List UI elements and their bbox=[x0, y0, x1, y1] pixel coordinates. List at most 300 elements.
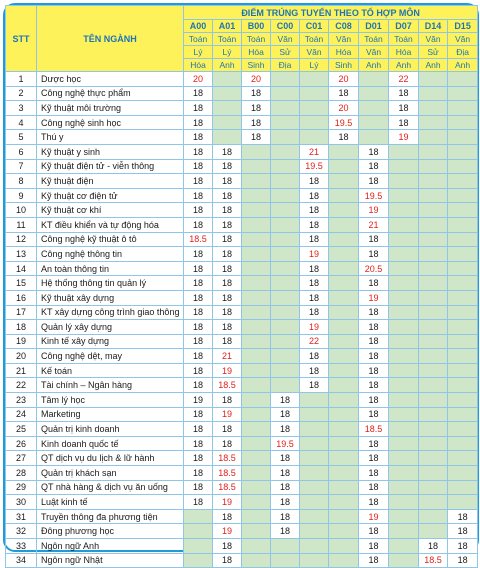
score-cell bbox=[242, 509, 271, 524]
score-cell bbox=[419, 188, 448, 203]
score-cell: 19 bbox=[300, 320, 329, 335]
score-cell: 18 bbox=[184, 451, 213, 466]
score-cell bbox=[300, 407, 329, 422]
row-number: 28 bbox=[6, 466, 37, 481]
score-cell bbox=[213, 72, 242, 87]
score-cell bbox=[389, 232, 419, 247]
score-cell: 18 bbox=[300, 290, 329, 305]
table-row bbox=[6, 393, 478, 408]
score-cell: 18 bbox=[271, 393, 300, 408]
score-cell: 18 bbox=[389, 101, 419, 116]
table-row bbox=[6, 495, 478, 510]
combo-code-c01: C01 bbox=[300, 20, 329, 33]
score-cell bbox=[419, 144, 448, 159]
score-cell: 18 bbox=[359, 393, 389, 408]
score-cell: 18 bbox=[184, 407, 213, 422]
score-cell bbox=[389, 553, 419, 568]
row-number: 26 bbox=[6, 436, 37, 451]
combo-code-c00: C00 bbox=[271, 20, 300, 33]
score-cell: 18 bbox=[389, 86, 419, 101]
score-cell bbox=[448, 393, 478, 408]
score-cell bbox=[359, 130, 389, 145]
score-cell: 18 bbox=[359, 276, 389, 291]
score-cell: 18 bbox=[184, 86, 213, 101]
combo-subject-1: Toán bbox=[389, 33, 419, 46]
score-cell: 18 bbox=[184, 130, 213, 145]
score-cell: 18 bbox=[184, 115, 213, 130]
score-cell: 18 bbox=[448, 539, 478, 554]
score-cell: 18 bbox=[359, 247, 389, 262]
row-number: 30 bbox=[6, 495, 37, 510]
score-cell bbox=[448, 305, 478, 320]
major-name: An toàn thông tin bbox=[37, 261, 184, 276]
score-cell: 18 bbox=[300, 261, 329, 276]
score-cell: 22 bbox=[300, 334, 329, 349]
score-cell: 18 bbox=[184, 436, 213, 451]
score-cell bbox=[448, 495, 478, 510]
score-cell: 18 bbox=[242, 130, 271, 145]
table-row bbox=[6, 290, 478, 305]
score-cell bbox=[419, 495, 448, 510]
score-cell bbox=[271, 101, 300, 116]
score-cell bbox=[389, 524, 419, 539]
score-cell: 19.5 bbox=[329, 115, 359, 130]
score-cell: 18 bbox=[359, 539, 389, 554]
table-row bbox=[6, 480, 478, 495]
score-cell: 18 bbox=[300, 232, 329, 247]
score-cell: 18 bbox=[213, 305, 242, 320]
score-cell bbox=[300, 436, 329, 451]
score-cell bbox=[419, 363, 448, 378]
score-cell: 18 bbox=[184, 290, 213, 305]
score-cell bbox=[242, 393, 271, 408]
major-name: Kỹ thuật cơ điện tử bbox=[37, 188, 184, 203]
row-number: 19 bbox=[6, 334, 37, 349]
score-cell bbox=[300, 451, 329, 466]
score-cell: 18 bbox=[359, 232, 389, 247]
score-cell: 19 bbox=[213, 495, 242, 510]
score-cell bbox=[329, 480, 359, 495]
table-row bbox=[6, 217, 478, 232]
score-cell: 18 bbox=[419, 539, 448, 554]
score-cell: 20 bbox=[329, 72, 359, 87]
row-number: 20 bbox=[6, 349, 37, 364]
score-cell: 18 bbox=[213, 276, 242, 291]
score-cell bbox=[419, 101, 448, 116]
row-number: 5 bbox=[6, 130, 37, 145]
score-cell bbox=[419, 320, 448, 335]
score-cell: 18 bbox=[213, 159, 242, 174]
score-cell bbox=[329, 320, 359, 335]
combo-subject-2: Lý bbox=[213, 46, 242, 59]
score-cell bbox=[419, 305, 448, 320]
score-cell: 18.5 bbox=[213, 466, 242, 481]
score-cell bbox=[242, 276, 271, 291]
score-cell bbox=[359, 101, 389, 116]
major-name: Quản lý xây dựng bbox=[37, 320, 184, 335]
score-cell: 18 bbox=[213, 232, 242, 247]
score-cell bbox=[419, 422, 448, 437]
score-cell bbox=[329, 451, 359, 466]
score-cell bbox=[448, 480, 478, 495]
score-cell: 18 bbox=[359, 144, 389, 159]
score-cell bbox=[242, 495, 271, 510]
row-number: 8 bbox=[6, 174, 37, 189]
score-cell bbox=[448, 144, 478, 159]
combo-subject-3: Anh bbox=[213, 59, 242, 72]
score-cell bbox=[389, 422, 419, 437]
combo-code-d07: D07 bbox=[389, 20, 419, 33]
major-name: Công nghệ thông tin bbox=[37, 247, 184, 262]
score-cell bbox=[242, 466, 271, 481]
table-row bbox=[6, 86, 478, 101]
table-row bbox=[6, 436, 478, 451]
score-cell bbox=[419, 115, 448, 130]
combo-subject-3: Hóa bbox=[184, 59, 213, 72]
score-cell: 18 bbox=[213, 174, 242, 189]
score-cell bbox=[389, 188, 419, 203]
score-cell bbox=[389, 495, 419, 510]
score-cell: 18 bbox=[184, 363, 213, 378]
major-name: KT xây dựng công trình giao thông bbox=[37, 305, 184, 320]
score-cell: 18 bbox=[184, 320, 213, 335]
score-cell: 18 bbox=[184, 466, 213, 481]
score-cell: 18 bbox=[213, 247, 242, 262]
score-cell bbox=[389, 159, 419, 174]
score-cell: 19 bbox=[300, 247, 329, 262]
combo-subject-2: Văn bbox=[300, 46, 329, 59]
score-cell bbox=[389, 144, 419, 159]
combo-code-b00: B00 bbox=[242, 20, 271, 33]
score-cell: 21 bbox=[300, 144, 329, 159]
score-cell: 18 bbox=[389, 115, 419, 130]
score-cell bbox=[389, 363, 419, 378]
score-cell bbox=[448, 174, 478, 189]
row-number: 22 bbox=[6, 378, 37, 393]
table-row bbox=[6, 524, 478, 539]
score-cell: 18 bbox=[359, 363, 389, 378]
row-number: 21 bbox=[6, 363, 37, 378]
combo-subject-3: Lý bbox=[300, 59, 329, 72]
score-cell bbox=[329, 539, 359, 554]
major-name: Công nghệ sinh học bbox=[37, 115, 184, 130]
row-number: 25 bbox=[6, 422, 37, 437]
table-row bbox=[6, 188, 478, 203]
score-cell bbox=[329, 305, 359, 320]
score-cell: 18 bbox=[184, 217, 213, 232]
score-cell bbox=[448, 217, 478, 232]
combo-subject-1: Văn bbox=[419, 33, 448, 46]
score-cell bbox=[419, 159, 448, 174]
score-cell: 19 bbox=[359, 509, 389, 524]
score-cell: 19 bbox=[359, 290, 389, 305]
score-cell: 18 bbox=[271, 480, 300, 495]
score-cell: 18 bbox=[213, 422, 242, 437]
score-cell bbox=[389, 276, 419, 291]
combo-subject-2: Sử bbox=[271, 46, 300, 59]
score-cell bbox=[448, 232, 478, 247]
combo-code-d15: D15 bbox=[448, 20, 478, 33]
score-cell bbox=[300, 480, 329, 495]
major-name: Ngôn ngữ Anh bbox=[37, 539, 184, 554]
score-cell bbox=[271, 261, 300, 276]
score-cell bbox=[419, 86, 448, 101]
score-cell bbox=[419, 393, 448, 408]
table-row bbox=[6, 101, 478, 116]
score-cell bbox=[213, 86, 242, 101]
score-cell: 19 bbox=[213, 407, 242, 422]
score-cell: 18 bbox=[271, 509, 300, 524]
table-row bbox=[6, 144, 478, 159]
combo-subject-3: Anh bbox=[419, 59, 448, 72]
score-cell bbox=[271, 188, 300, 203]
table-body bbox=[6, 72, 478, 568]
row-number: 18 bbox=[6, 320, 37, 335]
score-cell bbox=[389, 378, 419, 393]
score-cell bbox=[419, 203, 448, 218]
score-cell: 20 bbox=[329, 101, 359, 116]
score-cell bbox=[271, 174, 300, 189]
score-cell bbox=[448, 101, 478, 116]
score-cell: 19.5 bbox=[300, 159, 329, 174]
row-number: 31 bbox=[6, 509, 37, 524]
score-cell: 18 bbox=[213, 188, 242, 203]
combo-subject-2: Địa bbox=[448, 46, 478, 59]
major-name: Ngôn ngữ Nhật bbox=[37, 553, 184, 568]
score-cell: 19 bbox=[389, 130, 419, 145]
major-name: Công nghệ kỹ thuật ô tô bbox=[37, 232, 184, 247]
row-number: 24 bbox=[6, 407, 37, 422]
major-name: Quản trị kinh doanh bbox=[37, 422, 184, 437]
score-cell bbox=[448, 290, 478, 305]
score-cell bbox=[329, 422, 359, 437]
score-cell bbox=[448, 276, 478, 291]
score-cell bbox=[389, 334, 419, 349]
combo-subject-1: Toán bbox=[184, 33, 213, 46]
score-cell bbox=[300, 524, 329, 539]
row-number: 33 bbox=[6, 539, 37, 554]
score-cell: 18 bbox=[359, 524, 389, 539]
score-cell: 18 bbox=[242, 115, 271, 130]
score-cell: 18 bbox=[184, 101, 213, 116]
table-row bbox=[6, 466, 478, 481]
score-cell bbox=[213, 130, 242, 145]
score-cell: 18 bbox=[184, 188, 213, 203]
score-cell: 18 bbox=[359, 480, 389, 495]
table-row bbox=[6, 363, 478, 378]
score-cell bbox=[271, 247, 300, 262]
score-cell: 18 bbox=[213, 539, 242, 554]
score-cell: 18 bbox=[213, 553, 242, 568]
table-row bbox=[6, 422, 478, 437]
major-name: Công nghệ dệt, may bbox=[37, 349, 184, 364]
score-cell bbox=[271, 115, 300, 130]
score-cell bbox=[419, 232, 448, 247]
table-row bbox=[6, 276, 478, 291]
major-name: Kỹ thuật xây dựng bbox=[37, 290, 184, 305]
score-cell: 18 bbox=[213, 203, 242, 218]
score-cell bbox=[329, 349, 359, 364]
row-number: 16 bbox=[6, 290, 37, 305]
score-cell: 18 bbox=[359, 334, 389, 349]
score-cell: 18 bbox=[184, 261, 213, 276]
score-cell bbox=[300, 509, 329, 524]
score-cell: 19 bbox=[213, 363, 242, 378]
combo-code-a00: A00 bbox=[184, 20, 213, 33]
score-cell: 18 bbox=[213, 320, 242, 335]
major-name: Dược học bbox=[37, 72, 184, 87]
score-cell: 18 bbox=[184, 276, 213, 291]
score-cell bbox=[184, 553, 213, 568]
score-cell: 20 bbox=[184, 72, 213, 87]
score-cell: 18 bbox=[184, 203, 213, 218]
score-cell: 18 bbox=[213, 144, 242, 159]
table-row bbox=[6, 115, 478, 130]
score-cell bbox=[329, 334, 359, 349]
score-cell bbox=[448, 349, 478, 364]
score-cell bbox=[329, 407, 359, 422]
score-group-title: ĐIỂM TRÚNG TUYỂN THEO TỔ HỢP MÔN bbox=[184, 6, 478, 20]
score-cell: 18 bbox=[300, 378, 329, 393]
score-cell bbox=[389, 290, 419, 305]
score-cell: 18 bbox=[300, 349, 329, 364]
score-cell bbox=[271, 217, 300, 232]
score-cell: 18 bbox=[184, 495, 213, 510]
score-cell bbox=[271, 349, 300, 364]
table-row bbox=[6, 130, 478, 145]
table-row bbox=[6, 305, 478, 320]
row-number: 6 bbox=[6, 144, 37, 159]
score-cell bbox=[213, 115, 242, 130]
score-cell bbox=[389, 203, 419, 218]
combo-subject-3: Địa bbox=[271, 59, 300, 72]
combo-subject-2: Hóa bbox=[242, 46, 271, 59]
row-number: 12 bbox=[6, 232, 37, 247]
score-cell bbox=[419, 290, 448, 305]
score-cell bbox=[300, 553, 329, 568]
major-name: Kinh doanh quốc tế bbox=[37, 436, 184, 451]
row-number: 17 bbox=[6, 305, 37, 320]
score-cell bbox=[329, 509, 359, 524]
score-cell bbox=[448, 363, 478, 378]
score-cell bbox=[300, 495, 329, 510]
score-cell bbox=[419, 480, 448, 495]
score-cell: 18 bbox=[448, 524, 478, 539]
score-cell bbox=[448, 86, 478, 101]
score-cell bbox=[242, 320, 271, 335]
score-cell bbox=[419, 524, 448, 539]
combo-subject-1: Văn bbox=[329, 33, 359, 46]
score-cell: 18.5 bbox=[359, 422, 389, 437]
score-cell bbox=[242, 363, 271, 378]
score-cell bbox=[329, 363, 359, 378]
score-cell: 18.5 bbox=[184, 232, 213, 247]
table-row bbox=[6, 349, 478, 364]
table-row bbox=[6, 509, 478, 524]
score-cell bbox=[329, 174, 359, 189]
score-cell: 18 bbox=[213, 436, 242, 451]
score-cell bbox=[184, 524, 213, 539]
score-cell bbox=[389, 349, 419, 364]
combo-subject-3: Anh bbox=[389, 59, 419, 72]
score-cell: 18 bbox=[184, 422, 213, 437]
score-cell bbox=[300, 539, 329, 554]
score-cell: 18 bbox=[359, 159, 389, 174]
score-cell bbox=[271, 290, 300, 305]
score-cell bbox=[242, 407, 271, 422]
score-cell bbox=[271, 305, 300, 320]
score-cell bbox=[329, 159, 359, 174]
score-cell bbox=[448, 247, 478, 262]
score-cell: 21 bbox=[359, 217, 389, 232]
combo-subject-1: Toán bbox=[300, 33, 329, 46]
row-number: 23 bbox=[6, 393, 37, 408]
score-cell: 18 bbox=[359, 451, 389, 466]
major-name: Marketing bbox=[37, 407, 184, 422]
score-cell: 18 bbox=[271, 451, 300, 466]
score-cell: 18 bbox=[213, 393, 242, 408]
score-cell bbox=[448, 422, 478, 437]
score-cell: 18 bbox=[271, 466, 300, 481]
score-cell bbox=[242, 539, 271, 554]
score-cell: 18 bbox=[300, 363, 329, 378]
major-name: Công nghệ thực phẩm bbox=[37, 86, 184, 101]
score-cell bbox=[271, 363, 300, 378]
combo-code-c08: C08 bbox=[329, 20, 359, 33]
combo-subject-1: Toán bbox=[359, 33, 389, 46]
major-name: Đông phương học bbox=[37, 524, 184, 539]
score-cell bbox=[242, 261, 271, 276]
score-cell bbox=[389, 509, 419, 524]
score-cell bbox=[300, 86, 329, 101]
combo-code-d01: D01 bbox=[359, 20, 389, 33]
score-cell bbox=[419, 451, 448, 466]
score-cell bbox=[419, 72, 448, 87]
score-cell: 19 bbox=[359, 203, 389, 218]
score-cell: 18 bbox=[184, 334, 213, 349]
major-name: Luật kinh tế bbox=[37, 495, 184, 510]
score-cell: 18.5 bbox=[213, 480, 242, 495]
table-row bbox=[6, 334, 478, 349]
score-cell: 18 bbox=[213, 334, 242, 349]
score-cell bbox=[419, 436, 448, 451]
score-cell bbox=[242, 436, 271, 451]
score-cell bbox=[329, 436, 359, 451]
score-cell bbox=[389, 393, 419, 408]
score-cell bbox=[448, 436, 478, 451]
row-number: 29 bbox=[6, 480, 37, 495]
table-row bbox=[6, 174, 478, 189]
score-cell bbox=[242, 334, 271, 349]
score-cell bbox=[329, 144, 359, 159]
score-cell bbox=[242, 553, 271, 568]
score-cell bbox=[242, 524, 271, 539]
score-table-frame bbox=[3, 3, 479, 566]
score-cell bbox=[300, 101, 329, 116]
score-cell bbox=[448, 466, 478, 481]
combo-subject-2: Hóa bbox=[329, 46, 359, 59]
major-name: Kỹ thuật điện tử - viễn thông bbox=[37, 159, 184, 174]
score-cell bbox=[300, 422, 329, 437]
score-cell bbox=[389, 539, 419, 554]
score-cell bbox=[271, 553, 300, 568]
score-cell bbox=[271, 130, 300, 145]
score-cell: 18 bbox=[184, 174, 213, 189]
score-cell bbox=[448, 320, 478, 335]
score-cell: 19.5 bbox=[271, 436, 300, 451]
score-cell: 18 bbox=[300, 276, 329, 291]
major-name: Kỹ thuật điện bbox=[37, 174, 184, 189]
